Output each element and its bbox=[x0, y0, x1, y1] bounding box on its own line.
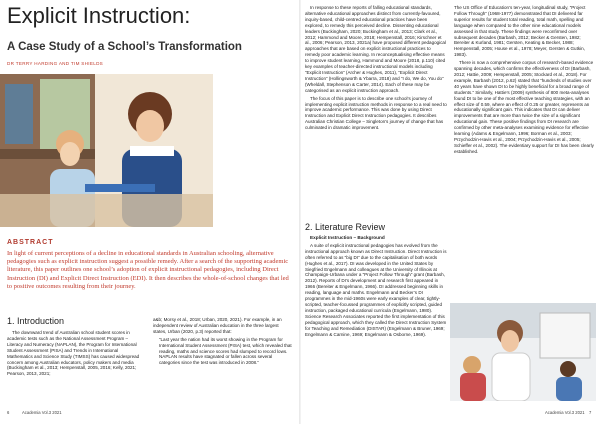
urban-quote: “Last year the nation had its worst showing in the Program for International Student Assessment (PISA) test, which revealed that reading, maths and science scores had slumped to record lows. NAPLAN results have stagnated or fallen across several categories since the test was introduced in 2008.” bbox=[159, 336, 292, 366]
left-journal-name: Academia Vol.3 2021 bbox=[22, 410, 62, 415]
literature-review-heading: 2. Literature Review bbox=[305, 222, 386, 232]
classroom-photo bbox=[0, 74, 213, 227]
col3-paragraph-3: A suite of explicit instructional pedagogies has evolved from the instructional approach known as Direct Instruction. Direct Instruction is often referred to as “big DI” due to the capitalisation of both words (Hughes et al., 2017). DI was developed in the United States by Siegfried Engelmann and colleagues at the University of Illinois at Champaign-Urbana under a “Project Follow Through” grant (Barbash, 2012). Reports of DI’s development and research first appeared in 1966 (Bereiter & Engelmann, 1966). DI addressed beginning skills in reading, language and maths. Engelmann and Becker’s DI programmes in the mid-1960s were early examples of clear, tightly-scripted, teacher-focussed programmes of explicitly scripted, guided instruction, packaged educational curricula (Engelmann, 1980). Science Research Associates reported the first implementation of this pedagogical approach, which they called the Direct Instruction System for Teaching and Remediation (DISTAR) (Engelmann & Bruner, 1969; Engelmann & Carnine, 1969; Engelmann & Osborne, 1969). bbox=[305, 242, 447, 337]
right-journal-name: Academia Vol.3 2021 bbox=[545, 410, 585, 415]
introduction-heading: 1. Introduction bbox=[7, 316, 65, 326]
abstract-text: In light of current perceptions of a decline in educational standards in Australian schooling, alternative pedagogies such as explicit instruction suggest a possible remedy. After a search of the supporting academic literature, this paper outlines one school’s adoption of explicit instructional pedagogies, including Direct Instruction (DI) and Explicit Direct Instruction (EDI). It then describes the whole-of-school changes that led to positive outcomes resulting from their journey. bbox=[7, 250, 289, 290]
left-page-number: 6 bbox=[7, 410, 10, 415]
article-title: Explicit Instruction: bbox=[7, 3, 191, 28]
teacher-photo bbox=[450, 303, 596, 401]
col3-paragraph-1: In response to these reports of falling educational standards, alternative educational approaches distinct from currently-favoured, inquiry-based, child-centred educational practices have been explored, to remedy this perceived decline. Dissenting educational leaders (Buckingham, 2020; Buckingham et al., 2013; Clark et al., 2012; Hammond and Moore, 2018; Hempenstall, 2016; Kirschner et al., 2006; Pearson, 2013, 2021a) have proposed different pedagogical approaches that are based on explicit instructional practices to remedy poor academic learning. In reconceptualising effective means to improve student learning, Hammond and Moore (2018, p.110) cited key examples of teacher-directed instructional models including “Explicit Instruction” (Archer & Hughes, 2011), “Explicit Direct Instruction” (Hollingsworth & Ybarra, 2018) and “I do, We do, You do” (Wheldall, Stephenson & Carter, 2014). Each of these may be categorised as an explicit instruction approach. bbox=[305, 5, 446, 93]
article-authors: DR TERRY HARDING AND TIM SHIELDS bbox=[7, 61, 104, 66]
intro-column-1 bbox=[7, 330, 145, 406]
right-column-1-top bbox=[305, 5, 447, 200]
right-page-number: 7 bbox=[589, 410, 592, 415]
page-gutter bbox=[299, 0, 301, 424]
background-subheading: Explicit Instruction – Background bbox=[310, 235, 385, 240]
col4-paragraph-2: There is now a comprehensive corpus of research-based evidence spanning decades, which confirms the effectiveness of DI (Barbash, 2012; Hattie, 2009; Hempenstall, 2005; Stockard et al., 2018). For example, Barbash (2012, p.62) stated that “hundreds of studies over 40 years have shown DI to be highly beneficial for a broad range of students.” Similarly, Hattie’s (2009) synthesis of 800 meta-analyses found DI to be one of the most effective teaching strategies, with an effect size of 0.59, where an effect of 0.25 or greater, represents an educationally significant gain. This indicates that DI can deliver improvements that are more than twice the size of a significant educational gain. These positive findings from DI research are confirmed by other meta-analyses examining evidence for effective learning (Adams & Engelmann, 1996; Borman et al., 2003; Przychodzin-Havis et al., 2004; Przychodzin-Havis et al., 2005; Schieffer et al., 2002). The evidentiary support for DI has been clearly established. bbox=[454, 60, 594, 154]
abstract-heading: ABSTRACT bbox=[7, 239, 54, 246]
intro-column-2 bbox=[153, 317, 293, 406]
intro-paragraph-1: The downward trend of Australian school student scores in academic tests such as the National Assessment Program – Literacy and Numeracy (NAPLAN), the Program for International Student Assessment (PISA) and Trends in International Mathematics and Science Study (TIMSS) has caused widespread concern among Australian educators, policy makers and media (Buckingham et al., 2013; Hempenstall, 2005, 2016; Kelly, 2021; Pearson, 2013, 2021; bbox=[7, 330, 140, 377]
right-column-2 bbox=[454, 5, 596, 295]
intro-paragraph-2: a&b; Morsy et al., 2018; Urban, 2020, 2021). For example, in an independent review of Australian education in the three largest states, Urban (2020, p.3) reported that: bbox=[153, 317, 282, 334]
right-column-1-bottom bbox=[305, 235, 447, 407]
article-subtitle: A Case Study of a School’s Transformation bbox=[7, 41, 242, 53]
col3-paragraph-2: The focus of this paper is to describe one school’s journey of implementing explicit instruction methods in response to a real need to improve academic performance. This was done by using Direct Instruction and Explicit Direct Instruction pedagogies. It describes Australian Christian College – Singleton’s journey of change that has culminated in dramatic improvement. bbox=[305, 95, 447, 131]
col4-paragraph-1: The US Office of Education’s ten-year, longitudinal study, “Project Follow Through” (1968-1977) demonstrated that DI delivered far superior results for student total reading, total math, spelling and language when compared to the other nine educational models assessed in that study. These findings were reconfirmed over subsequent decades (Barbash, 2012; Becker & Gersten, 1982; Bereiter & Kurland, 1981; Gersten, Keating & Becker, 1988; Hempenstall, 2005; House et al., 1978; Meyer, Gersten & Gutkin, 1983). bbox=[454, 5, 586, 58]
